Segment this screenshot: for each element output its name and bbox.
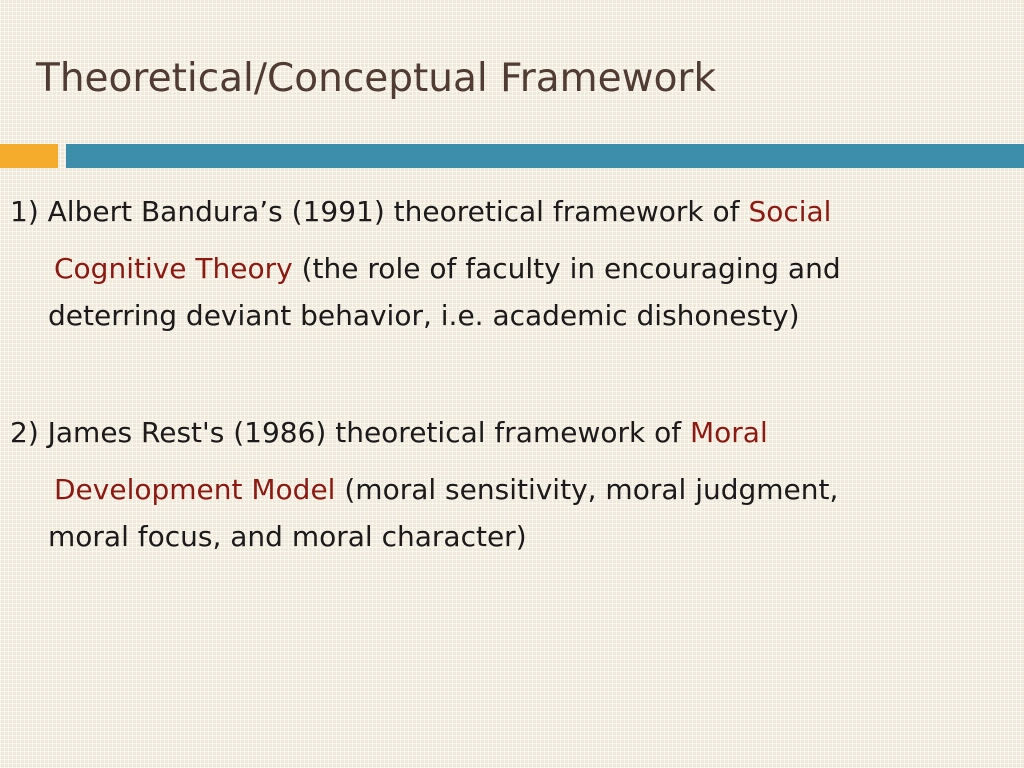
framework-item-1: [10, 188, 970, 339]
accent-bar-blue: [66, 144, 1024, 168]
item-prefix: 1) Albert Bandura’s (1991) theoretical framework of: [10, 195, 749, 228]
item-highlight-continued: Development Model: [54, 473, 336, 506]
framework-item-2: [10, 409, 970, 560]
item-line-3: moral focus, and moral character): [48, 520, 527, 553]
item-line-1: [10, 409, 970, 456]
accent-bar-orange: [0, 144, 58, 168]
item-highlight: Moral: [690, 416, 768, 449]
item-highlight-continued: Cognitive Theory: [54, 252, 293, 285]
item-line-1: [10, 188, 970, 235]
item-prefix: 2) James Rest's (1986) theoretical framework of: [10, 416, 690, 449]
item-line-2: [10, 245, 970, 292]
slide-title: Theoretical/Conceptual Framework: [36, 56, 717, 101]
item-line-2: [10, 466, 970, 513]
item-description: (the role of faculty in encouraging and: [292, 252, 841, 285]
item-description: (moral sensitivity, moral judgment,: [335, 473, 839, 506]
item-highlight: Social: [748, 195, 832, 228]
item-line-3: deterring deviant behavior, i.e. academic dishonesty): [48, 299, 800, 332]
